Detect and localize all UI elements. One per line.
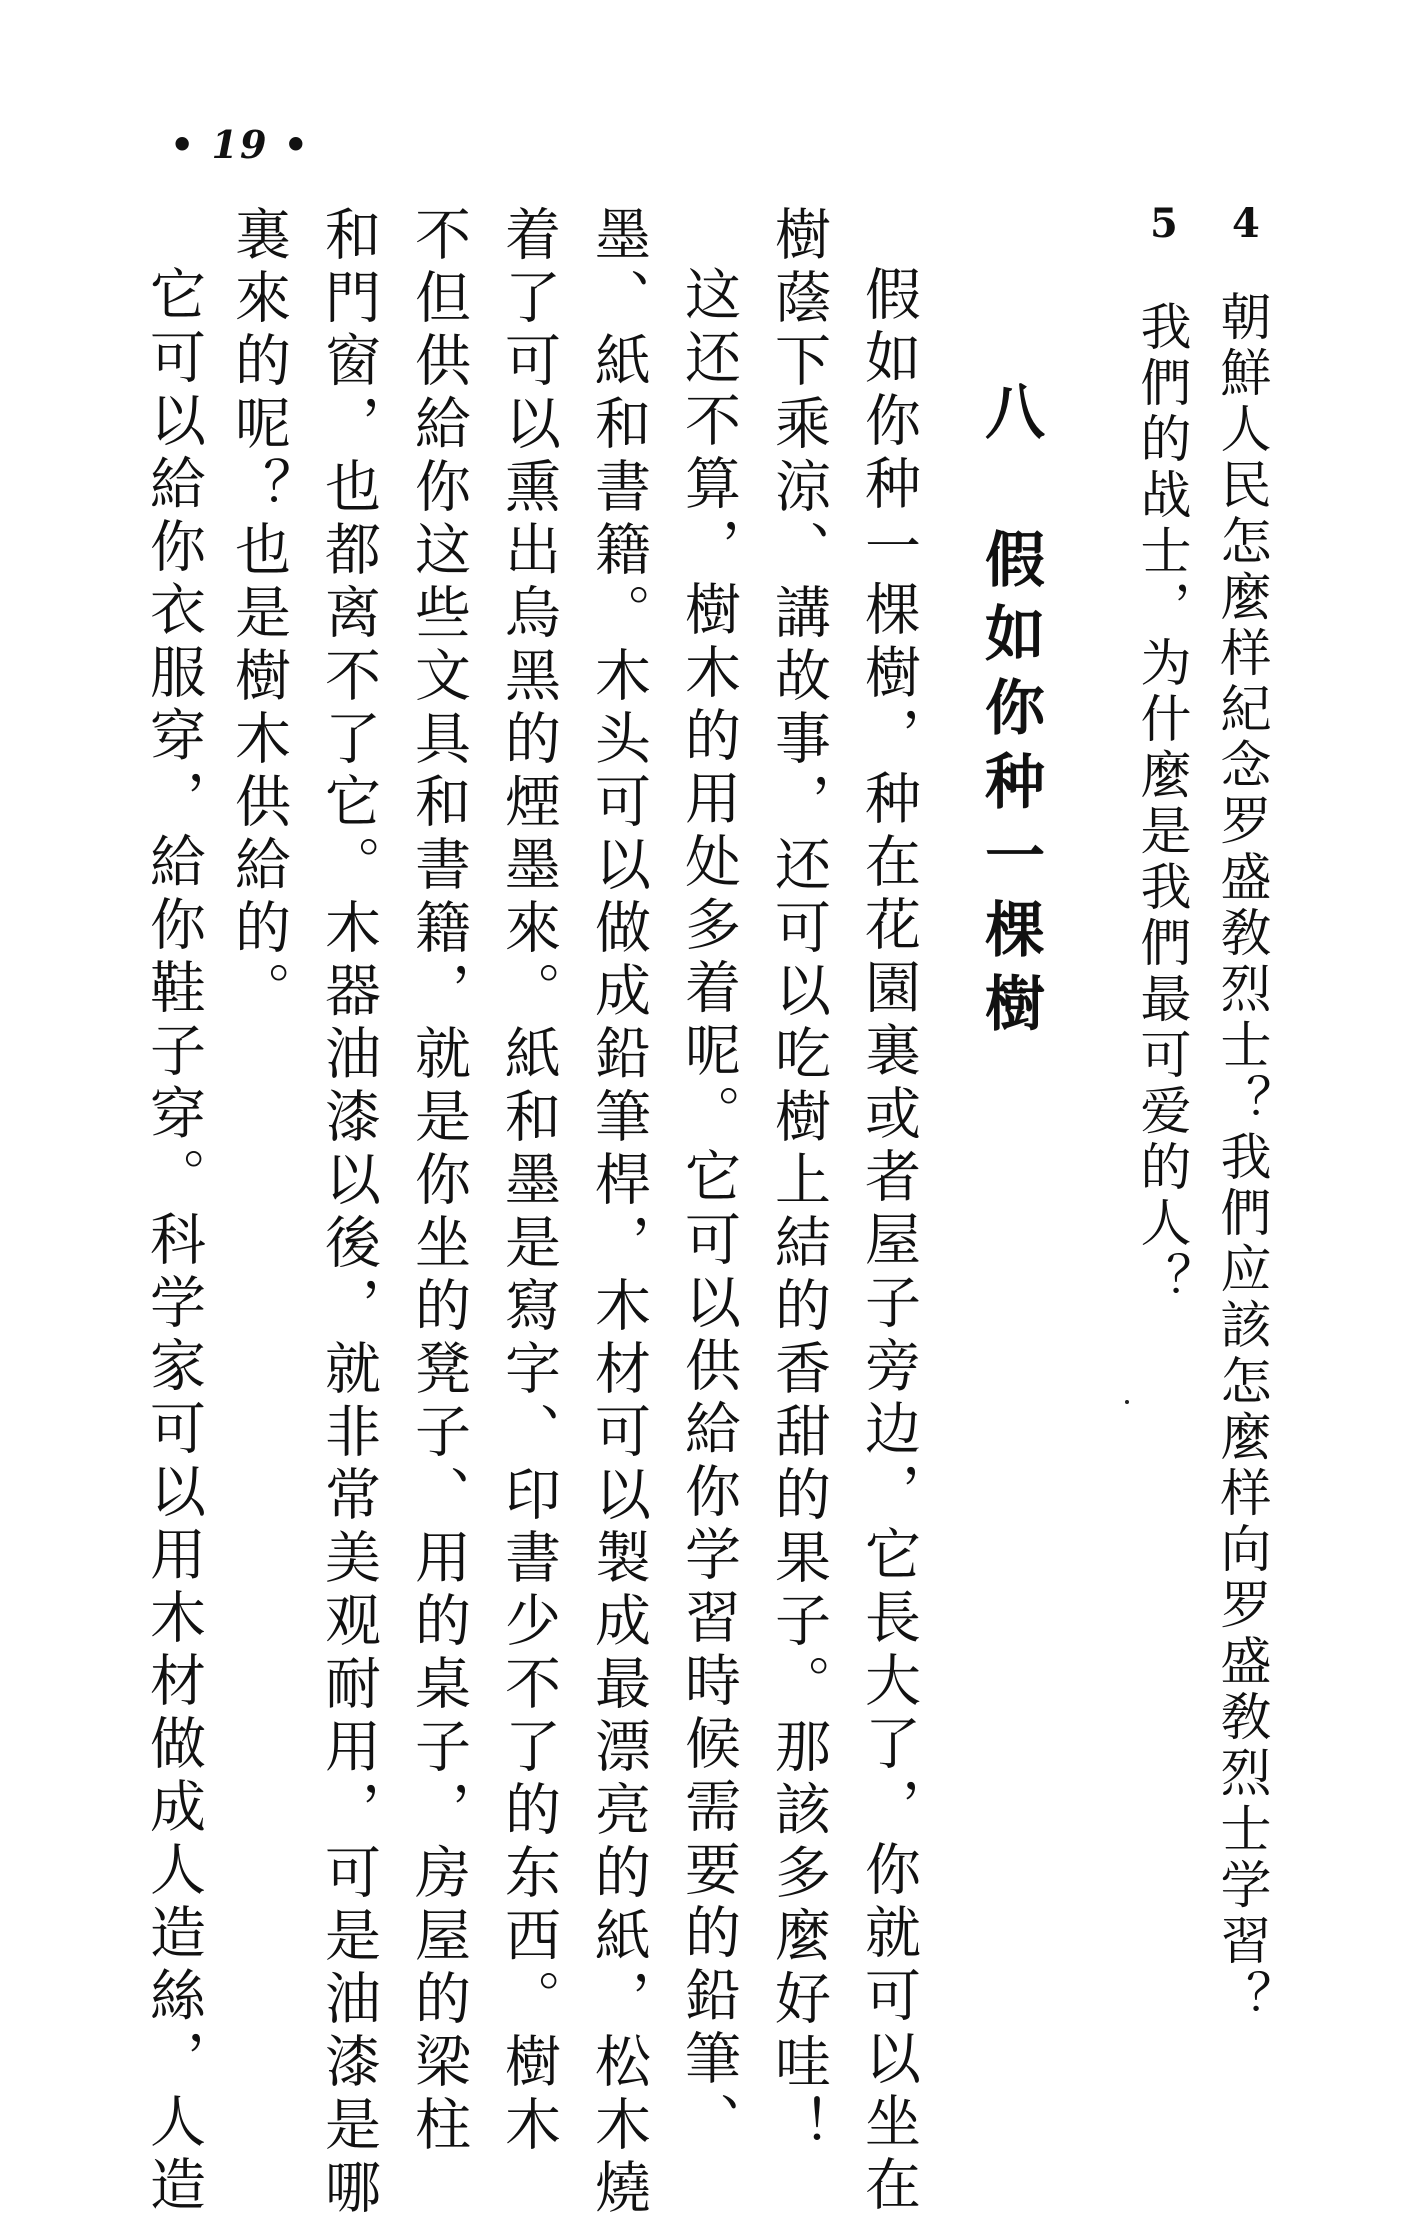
- body-column-5: 着了可以熏出烏黑的煙墨來。紙和墨是寫字、印書少不了的东西。樹木: [496, 205, 561, 2158]
- lesson-title: 八 假如你种一棵樹: [975, 380, 1045, 1046]
- body-column-2: 樹蔭下乘涼、講故事，还可以吃樹上結的香甜的果子。那該多麼好哇！: [766, 205, 831, 2158]
- question-5-text: 我們的战士，为什麼是我們最可爱的人？: [1131, 300, 1190, 1308]
- body-column-1: 假如你种一棵樹，种在花園裏或者屋子旁边，它長大了，你就可以坐在: [856, 265, 921, 2218]
- body-column-6: 不但供給你这些文具和書籍，就是你坐的凳子、用的桌子，房屋的梁柱: [406, 205, 471, 2158]
- body-column-7: 和門窗，也都离不了它。木器油漆以後，就非常美观耐用，可是油漆是哪: [316, 205, 381, 2221]
- body-column-9: 它可以給你衣服穿，給你鞋子穿。科学家可以用木材做成人造絲，人造: [141, 265, 206, 2218]
- question-5-number: 5: [1150, 200, 1178, 247]
- stray-ink-dot: [1125, 1400, 1129, 1404]
- question-4-text: 朝鮮人民怎麼样紀念罗盛敎烈士？我們应該怎麼样向罗盛敎烈士学習？: [1211, 290, 1270, 2026]
- body-column-3: 这还不算，樹木的用处多着呢。它可以供給你学習時候需要的鉛筆、: [676, 265, 741, 2155]
- page-number: • 19 •: [170, 122, 310, 167]
- question-4-number: 4: [1232, 200, 1260, 247]
- body-column-8: 裏來的呢？也是樹木供給的。: [226, 205, 291, 1024]
- body-column-4: 墨、紙和書籍。木头可以做成鉛筆桿，木材可以製成最漂亮的紙，松木燒: [586, 205, 651, 2221]
